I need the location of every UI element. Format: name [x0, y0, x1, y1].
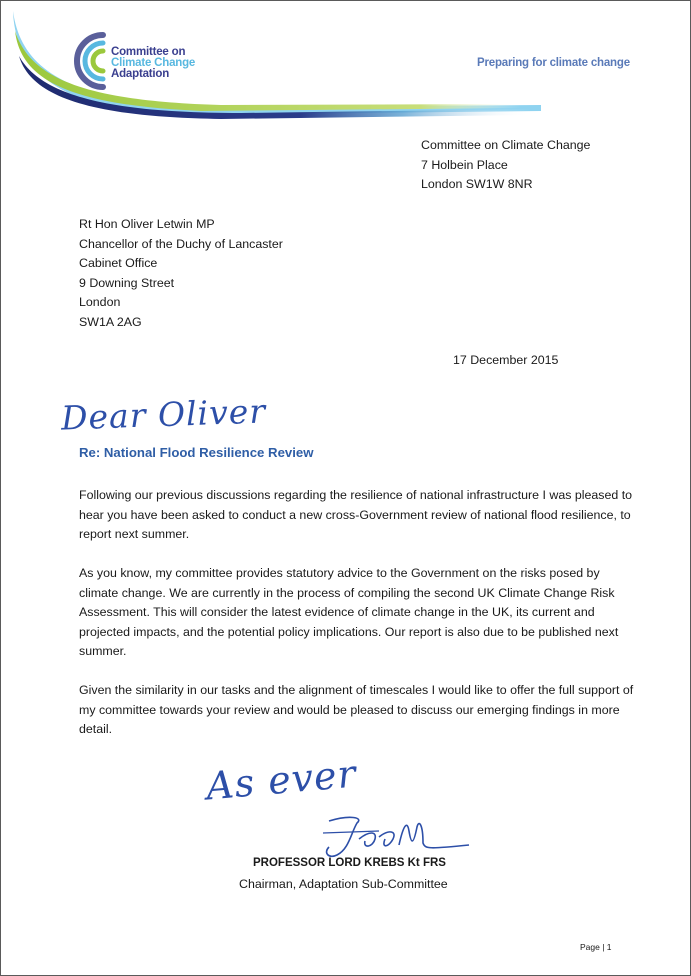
logo-line-1: Committee on	[111, 46, 186, 58]
sender-address-line: Committee on Climate Change	[421, 138, 591, 152]
recipient-address-line: SW1A 2AG	[79, 314, 142, 329]
handwritten-closing: As ever	[204, 751, 359, 809]
body-paragraph: As you know, my committee provides statutory advice to the Government on the risks posed by climate change. We are currently in the process of compiling the second UK Climate Change Risk Assessment. This will consider the latest evidence of climate change in the UK, its current and projected impacts, and the potential policy implications. Our report is also due to be published next summer.	[79, 566, 619, 658]
signatory-role: Chairman, Adaptation Sub-Committee	[239, 877, 448, 891]
logo-wordmark	[111, 47, 195, 80]
sender-address-line: 7 Holbein Place	[421, 157, 508, 172]
sender-address-line: London SW1W 8NR	[421, 177, 533, 191]
recipient-address-line: Chancellor of the Duchy of Lancaster	[79, 236, 283, 251]
recipient-address-line: 9 Downing Street	[79, 275, 175, 290]
header-tagline: Preparing for climate change	[477, 57, 630, 69]
recipient-address-line: Rt Hon Oliver Letwin MP	[79, 217, 215, 231]
logo-line-2: Climate Change	[111, 57, 196, 69]
letter-date: 17 December 2015	[453, 353, 559, 367]
page-number: Page | 1	[580, 942, 612, 952]
body-paragraph: Following our previous discussions regarding the resilience of national infrastructure I was pleased to hear you have been asked to conduct a new cross-Government review of national flood resilience, to report next summer.	[79, 488, 633, 541]
recipient-address-line: London	[79, 295, 121, 309]
letter-subject: Re: National Flood Resilience Review	[79, 445, 314, 460]
recipient-address	[79, 215, 283, 332]
logo-line-3: Adaptation	[111, 68, 170, 80]
handwritten-signature	[319, 809, 479, 864]
handwritten-salutation: Dear Oliver	[60, 391, 267, 438]
recipient-address-line: Cabinet Office	[79, 256, 158, 270]
body-paragraph: Given the similarity in our tasks and the alignment of timescales I would like to offer the full support of my committee towards your review and would be pleased to discuss our emerging findings in more detail.	[79, 683, 634, 736]
logo-mark-icon	[77, 35, 103, 87]
signatory-name: PROFESSOR LORD KREBS Kt FRS	[253, 857, 446, 869]
sender-address	[421, 136, 590, 195]
